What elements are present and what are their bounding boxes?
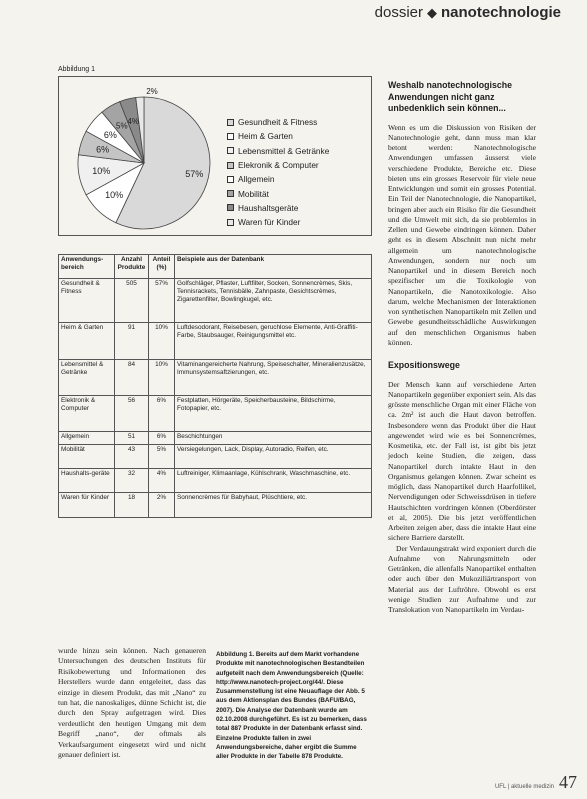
col-header-beispiele: Beispiele aus der Datenbank — [175, 255, 372, 279]
legend-swatch — [227, 219, 234, 226]
legend-label: Mobilität — [238, 188, 269, 199]
legend-item — [227, 186, 329, 200]
figure-1 — [58, 66, 372, 228]
pie-slice-label: 6% — [96, 144, 110, 155]
table-cell: 84 — [115, 360, 149, 396]
table-cell: Vitaminangereicherte Nahrung, Speiseschalter, Mineralienzusätze, Immunsystemsaftzierungen, etc. — [175, 360, 372, 396]
table-header-row — [59, 255, 372, 279]
table-cell: Haushalts-geräte — [59, 469, 115, 493]
legend-swatch — [227, 190, 234, 197]
pie-legend — [227, 115, 329, 229]
legend-label: Haushaltsgeräte — [238, 202, 299, 213]
table-row — [59, 493, 372, 518]
legend-item — [227, 129, 329, 143]
table-cell: Allgemein — [59, 432, 115, 445]
pie-slice-label: 10% — [92, 166, 111, 177]
pie-slice-label: 10% — [105, 189, 124, 200]
table-cell: Waren für Kinder — [59, 493, 115, 518]
legend-label: Lebensmittel & Getränke — [238, 145, 330, 156]
heading-exposition: Expositionswege — [388, 360, 460, 370]
legend-item — [227, 115, 329, 129]
table-cell: 10% — [149, 360, 175, 396]
header-topic: nanotechnologie — [441, 4, 561, 21]
pie-slice-label: 5% — [116, 121, 128, 131]
pie-slice-label: 4% — [127, 116, 139, 126]
legend-swatch — [227, 204, 234, 211]
figure-caption: Abbildung 1. Bereits auf dem Markt vorhandene Produkte mit nanotechnologischen Bestandteilen aufgeteilt nach dem Anwendungsbereich (Quelle: http://www.nanotech-project.org/44/. Diese Zusammenstellung ist eine Neuauflage der Abb. 5 aus dem Aktionsplan des Bundes (BAFU/BAG, 2007). Die Analyse der Datenbank wurde am 02.10.2008 durchgeführt. Es ist zu bemerken, dass total 887 Produkte in der Datenbank erfasst sind. Einzelne Produkte fallen in zwei Anwendungsbereiche, daher ergibt die Summe aller Produkte in der Tabelle 878 Produkte. — [216, 651, 367, 761]
table-row — [59, 360, 372, 396]
pie-chart — [65, 81, 227, 233]
paragraph-digestion: Der Verdauungstrakt wird exponiert durch die Aufnahme von Nahrungsmitteln oder Getränken, die allenfalls Nanopartikel enthalten oder auch über den Mukoziliärtransport von Material aus der Luftröhre. Obwohl es erst wenige Studien zur Aufnahme und zur Translokation von Nanopartikeln im Verdau- — [388, 543, 536, 614]
table-cell: 18 — [115, 493, 149, 518]
legend-item — [227, 172, 329, 186]
table-row — [59, 445, 372, 469]
legend-swatch — [227, 147, 234, 154]
legend-label: Heim & Garten — [238, 131, 293, 142]
table-row — [59, 279, 372, 323]
table-cell: Elektronik & Computer — [59, 396, 115, 432]
col-header-anteil: Anteil (%) — [149, 255, 175, 279]
table-cell: 57% — [149, 279, 175, 323]
table-cell: Luftdesodorant, Reisebesen, geruchlose Elemente, Anti-Graffiti-Farbe, Staubsauger, Reinigungsmittel etc. — [175, 323, 372, 360]
legend-item — [227, 144, 329, 158]
legend-label: Allgemein — [238, 174, 275, 185]
header-bullet-icon: ◆ — [427, 5, 437, 20]
pie-slice-label: 2% — [146, 87, 158, 96]
table-cell: 6% — [149, 396, 175, 432]
table-cell: Versiegelungen, Lack, Display, Autoradio, Reifen, etc. — [175, 445, 372, 469]
table-row — [59, 323, 372, 360]
table-row — [59, 396, 372, 432]
table-cell: 2% — [149, 493, 175, 518]
legend-item — [227, 215, 329, 229]
footer-source: UFL | aktuelle medizin — [494, 784, 554, 790]
table-cell: Festplatten, Hörgeräte, Speicherbausteine, Bildschirme, Fotopapier, etc. — [175, 396, 372, 432]
table-cell: Golfschläger, Pflaster, Luftfilter, Socken, Sonnencrèmes, Skis, Tennisrackets, Tennisbälle, Zahnpaste, Gesichtscrèmes, Zigarettenfilter, Bowlingkugel, etc. — [175, 279, 372, 323]
legend-label: Waren für Kinder — [238, 217, 301, 228]
figure-label: Abbildung 1 — [58, 66, 95, 73]
table-cell: 56 — [115, 396, 149, 432]
paragraph-risks: Wenn es um die Diskussion von Risiken der Nanotechnologie geht, dann muss man klar betont werden: Nanotechnologische Anwendungen umfassen äusserst viele verschiedene Produkte, Bereiche etc. Diese bieten uns ein grosses Reservoir für viele neue Entwicklungen und somit ein grosses Potential. Ein Teil der Nanotechnologie, die Nanopartikel, bringen aber auch ein Risiko für die Gesundheit und die Umwelt mit sich, da sie problemlos in Zellen und Gewebe eindringen können. Daher geht es in diesem Abschnitt nun nicht mehr allgemein um nanotechnologische Anwendungen, sondern nur noch um Nanopartikel und in diesem Bereich noch spezifischer um die Toxikologie von Nanopartikeln, die Nanotoxikologie. Also darum, welche Mechanismen der Interaktionen von synthetischen Nanopartikeln mit Zellen und Gewebe gesundheitsschädliche Auswirkungen auf den menschlichen Organismus haben können. — [388, 122, 536, 347]
table-cell: 32 — [115, 469, 149, 493]
table-cell: 43 — [115, 445, 149, 469]
col-header-bereich: Anwendungs-bereich — [59, 255, 115, 279]
legend-item — [227, 158, 329, 172]
left-body-text: wurde hinzu sein können. Nach genaueren Untersuchungen des deutschen Instituts für Risikobewertung und Informationen des Herstellers wurde dann entgeleitet, dass das einzige in diesem Produkt, das mit „Nano“ zu tun hat, die nanoskaliges, dünne Schicht ist, die durch den Spray aufgetragen wird. Dies verdeutlicht den heutigen Umgang mit dem Begriff „nano“, der oftmals als Verkaufsargument eingesetzt wird und nicht genauer definiert ist. — [58, 646, 206, 760]
legend-swatch — [227, 176, 234, 183]
table-cell: Lebensmittel & Getränke — [59, 360, 115, 396]
table-cell: 10% — [149, 323, 175, 360]
table-cell: Luftreiniger, Klimaanlage, Kühlschrank, Waschmaschine, etc. — [175, 469, 372, 493]
header-section: dossier — [374, 4, 423, 21]
table-cell: Gesundheit & Fitness — [59, 279, 115, 323]
table-cell: 5% — [149, 445, 175, 469]
pie-slice-label: 57% — [185, 169, 204, 180]
figure-frame — [58, 76, 372, 236]
table-cell: Sonnencrèmes für Babyhaut, Plüschtiere, etc. — [175, 493, 372, 518]
paragraph-skin: Der Mensch kann auf verschiedene Arten Nanopartikeln gegenüber exponiert sein. Als das grösste menschliche Organ mit einer Fläche von ca. 2m² ist auch die Haut davon betroffen. Insbesondere wenn das Produkt über die Haut angewendet wird wie es bei Sonnencrèmes, Kosmetika, etc. der Fall ist, ist gibt bis jetzt jedoch keine Studien, die zeigen, dass Nanopartikel durch intakte Haut in den Organismus gelangen können. Zwar scheint es möglich, dass Nanopartikel durch Haarfollikel, Nervendigungen oder Schweissdrüsen in tiefere Hautschichten vordringen können (Oberdörster et al, 2005). Die bis jetzt veröffentlichen Arbeiten zeigen aber, dass die intakte Haut eine sichere Barriere darstellt. — [388, 379, 536, 543]
table-cell: Heim & Garten — [59, 323, 115, 360]
products-table — [58, 254, 372, 518]
table-cell: Mobilität — [59, 445, 115, 469]
table-cell: 51 — [115, 432, 149, 445]
table-cell: 4% — [149, 469, 175, 493]
table-row — [59, 432, 372, 445]
table-cell: 91 — [115, 323, 149, 360]
legend-swatch — [227, 133, 234, 140]
legend-label: Gesundheit & Fitness — [238, 117, 318, 128]
table-row — [59, 469, 372, 493]
col-header-anzahl: Anzahl Produkte — [115, 255, 149, 279]
page-footer — [495, 772, 577, 793]
table-cell: 6% — [149, 432, 175, 445]
running-header — [375, 4, 561, 21]
legend-swatch — [227, 162, 234, 169]
table-cell: Beschichtungen — [175, 432, 372, 445]
legend-swatch — [227, 119, 234, 126]
legend-label: Elekronik & Computer — [238, 160, 319, 171]
legend-item — [227, 201, 329, 215]
pie-slice-label: 6% — [103, 130, 117, 141]
right-column — [388, 80, 536, 615]
heading-risks: Weshalb nanotechnologische Anwendungen nicht ganz unbedenklich sein können... — [388, 80, 512, 113]
page-number: 47 — [559, 772, 577, 792]
table-cell: 505 — [115, 279, 149, 323]
